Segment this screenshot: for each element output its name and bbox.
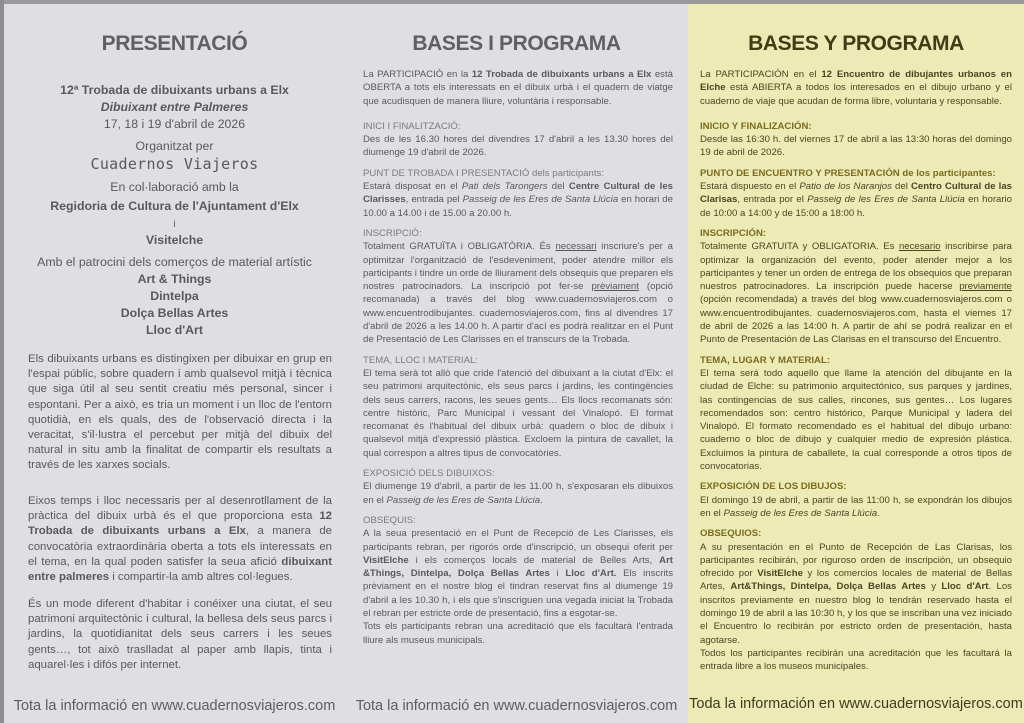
event-name: 12ª Trobada de dibuixants urbans a Elx xyxy=(60,83,289,97)
sponsor: Dintelpa xyxy=(150,289,199,303)
organizer-logo: Cuadernos Viajeros xyxy=(90,155,259,173)
trobada-paragraph: Eixos temps i lloc necessaris per al desenrotllament de la pràctica del dibuix urbà és el que proporciona esta 12 Trobada de dibuixants urbans a Elx, a manera de convocatòria extraordinària oberta a tots els interessats en el tema, en la qual poden satisfer la seua afició dibuixant entre palmeres i compartir-la amb altres col·legues. xyxy=(28,495,332,584)
section-heading-obsequios: OBSEQUIOS: xyxy=(700,528,762,540)
section-heading-inscripcion: INSCRIPCIÓN: xyxy=(700,227,767,239)
section-body-obsequios-accreditation: Todos los participantes recibirán una acreditación que les facultará la entrada libre a los museos municipales. xyxy=(700,647,1012,673)
section-body-obsequis-accreditation: Tots els participants rebran una acreditació que els facultarà l'entrada lliure als museus municipals. xyxy=(363,621,673,646)
participation-intro: La PARTICIPACIÓ en la 12 Trobada de dibuixants urbans a Elx està OBERTA a tots els interessats en el dibuix urbà i el quadern de viatge que acudisquen de manera lliure, voluntària i responsable. xyxy=(363,69,673,107)
sponsor: Dolça Bellas Artes xyxy=(120,306,229,320)
section-heading-exposicio: EXPOSICIÓ DELS DIBUIXOS: xyxy=(363,468,495,480)
bases-valencian-title: BASES I PROGRAMA xyxy=(412,32,621,55)
section-body-obsequios: A su presentación en el Punto de Recepción de Las Clarisas, los participantes recibirán, por riguroso orden de inscripción, un obsequio ofrecido por VisitElche y los comercios locales de material de Bellas Artes, Art&Things, Dintelpa, Dolça Bellas Artes y Lloc d'Art. Los inscritos previamente en nuestro blog lo tendrán reservado hasta el domingo 19 de abril a las 10:30 h, y los que se inscriban una vez iniciado el Encuentro lo recibirán por estricto orden de presentación, hasta agotarse. xyxy=(700,541,1013,646)
intro-paragraph: Els dibuixants urbans es distingixen per dibuixar en grup en l'espai públic, sobre quadern i amb qualsevol mitjà i tècnica que siga útil al seu sentit creatiu més personal, sincer i espontani. Per a això, es tria un moment i un lloc de l'entorn quotidià, en els quals, des de l'observació directa i la veracitat, s'il·lustra el percebut per mitjà del dibuix del natural in situ amb la finalitat de compartir els resultats a través de les xarxes socials. xyxy=(28,353,332,472)
section-body-inscripcio: Totalment GRATUÏTA i OBLIGATÒRIA. És necessari inscriure's per a optimitzar l'organització de l'esdeveniment, poder atendre millor els participants i tindre un orde de lliurament dels obsequis que preparen els nostres patrocinadors. La inscripció pot fer-se prèviament (opció recomanada) a través del blog www.cuadernosviajeros.com o www.encuentrodibujantes. cuadernosviajeros.com, fins al divendres 17 d'abril de 2026 a les 14.00 h. A partir d'ací es podrà realitzar en el Punt de Presentació de Les Clarisses en el transcurs de la Trobada. xyxy=(363,241,673,346)
event-info xyxy=(4,82,345,339)
city-paragraph: És un mode diferent d'habitar i conéixer una ciutat, el seu patrimoni arquitectònic i cultural, la bellesa dels seus parcs i jardins, la quotidianitat dels seus carrers i les seues gents…, tot això traslladat al paper amb llapis, tinta i aquarel·les i difós per internet. xyxy=(28,598,332,671)
bases-valencian-body xyxy=(363,68,673,647)
bases-spanish-panel xyxy=(688,4,1024,723)
sponsor: Lloc d'Art xyxy=(146,323,203,337)
section-heading-punto: PUNTO DE ENCUENTRO Y PRESENTACIÓN de los participantes: xyxy=(700,167,996,179)
info-footer: Toda la información en www.cuadernosviajeros.com xyxy=(689,696,1023,712)
sponsor: Art & Things xyxy=(137,272,212,286)
info-footer: Tota la informació en www.cuadernosviajeros.com xyxy=(355,698,678,714)
section-body-inici: Des de les 16.30 hores del divendres 17 d'abril a les 13.30 hores del diumenge 19 d'abril de 2026. xyxy=(363,134,673,159)
section-body-punt: Estarà disposat en el Pati dels Tarongers del Centre Cultural de les Clarisses, entrada pel Passeig de les Eres de Santa Llúcia en horari de 10.00 a 14.00 i de 15.00 a 20.00 h. xyxy=(363,181,674,219)
bases-spanish-title: BASES Y PROGRAMA xyxy=(748,32,964,55)
collab-join: i xyxy=(173,219,176,230)
section-body-inicio: Desde las 16:30 h. del viernes 17 de abril a las 13:30 horas del domingo 19 de abril de 2026. xyxy=(700,134,1012,159)
collab-label: En col·laboració amb la xyxy=(110,180,239,194)
section-body-exposicio: El diumenge 19 d'abril, a partir de les 11.00 h, s'exposaran els dibuixos en el Passeig de les Eres de Santa Llúcia. xyxy=(363,481,673,506)
section-heading-tema: TEMA, LUGAR Y MATERIAL: xyxy=(700,354,831,366)
section-body-inscripcion: Totalmente GRATUITA y OBLIGATORIA. Es necesario inscribirse para optimizar la organización del evento, poder atender mejor a los participantes y tener un orden de entrega de los obsequios que preparan nuestros patrocinadores. La inscripción puede hacerse previamente (opción recomendada) a través del blog www.cuadernosviajeros.com o www.encuentrodibujantes. cuadernosviajeros.com, hasta el viernes 17 de abril de 2026 a las 14:00 h. A partir de ahí se podrá realizar en el Punto de Presentación de Las Clarisas en el transcurso del Encuentro. xyxy=(700,241,1012,346)
section-heading-exposicion: EXPOSICIÓN DE LOS DIBUJOS: xyxy=(700,481,847,493)
event-subtitle: Dibuixant entre Palmeres xyxy=(100,100,249,114)
bases-valencian-panel xyxy=(345,4,688,723)
bases-spanish-body xyxy=(700,68,1012,673)
presentacio-panel xyxy=(4,4,345,723)
section-heading-tema: TEMA, LLOC I MATERIAL: xyxy=(363,354,478,366)
section-heading-punt: PUNT DE TROBADA I PRESENTACIÓ dels participants: xyxy=(363,167,604,179)
event-dates: 17, 18 i 19 d'abril de 2026 xyxy=(103,117,246,131)
section-body-punto: Estará dispuesto en el Patio de los Naranjos del Centro Cultural de las Clarisas, entrada por el Passeig de les Eres de Santa Llúcia en horario de 10:00 a 14:00 y de 15:00 a 18:00 h. xyxy=(700,181,1013,219)
info-footer: Tota la informació en www.cuadernosviajeros.com xyxy=(13,698,336,714)
collab-regidoria: Regidoria de Cultura de l'Ajuntament d'Elx xyxy=(50,199,299,213)
section-heading-inscripcio: INSCRIPCIÓ: xyxy=(363,227,422,239)
collab-visitelche: Visitelche xyxy=(145,233,204,247)
organized-by-label: Organitzat per xyxy=(135,139,214,153)
participation-intro: La PARTICIPACIÓN en el 12 Encuentro de dibujantes urbanos en Elche está ABIERTA a todos los interesados en el dibujo urbano y el cuaderno de viaje que acudan de forma libre, voluntaria y responsable. xyxy=(700,69,1012,107)
section-body-tema: El tema será todo aquello que llame la atención del dibujante en la ciudad de Elche: su patrimonio arquitectónico, sus parques y jardines, las contingencias de sus calles, rincones, sus gentes… Los lugares recomendados son: centro histórico, Parque Municipal y ladera del Vinalopó. El formato recomendado es el habitual del dibujo urbano: cuaderno o bloc de dibujo y cualquier medio de expresión plástica. Excluimos la pintura de caballete, la cual corresponde a otros tipos de convocatorias. xyxy=(700,367,1012,473)
presentacio-title: PRESENTACIÓ xyxy=(101,32,248,55)
section-body-exposicion: El domingo 19 de abril, a partir de las 11:00 h, se expondrán los dibujos en el Passeig de les Eres de Santa Llúcia. xyxy=(700,494,1012,519)
section-body-tema: El tema serà tot allò que cride l'atenció del dibuixant a la ciutat d'Elx: el seu patrimoni arquitectònic, els seus parcs i jardins, les contingències dels seus carrers, racons, les seues gents… Els llocs recomanats són: centre històric, Parc Municipal i vessant del Vinalopó. El format recomanat és l'habitual del dibuix urbà: quadern o bloc de dibuix i qualsevol mitjà d'expressió plàstica. Excloem la pintura de cavallet, la qual correspon a altres tipus de convocatòries. xyxy=(363,367,673,459)
section-heading-inicio: INICIO Y FINALIZACIÓN: xyxy=(700,120,812,132)
section-heading-inici: INICI I FINALITZACIÓ: xyxy=(363,120,461,132)
sponsors-label: Amb el patrocini dels comerços de material artístic xyxy=(37,255,312,269)
section-body-obsequis: A la seua presentació en el Punt de Recepció de Les Clarisses, els participants rebran, per rigorós orde d'inscripció, un obsequi oferit per VisitElche i els comerços locals de material de Belles Arts, Art &Things, Dintelpa, Dolça Bellas Artes i Lloc d'Art. Els inscrits prèviament en el nostre blog el tindran reservat fins al diumenge 19 d'abril a les 10.30 h, i els que s'inscriguen una vegada iniciat la Trobada el rebran per estricte orde de presentació, fins a esgotar-se. xyxy=(363,528,673,619)
section-heading-obsequis: OBSEQUIS: xyxy=(363,514,416,526)
